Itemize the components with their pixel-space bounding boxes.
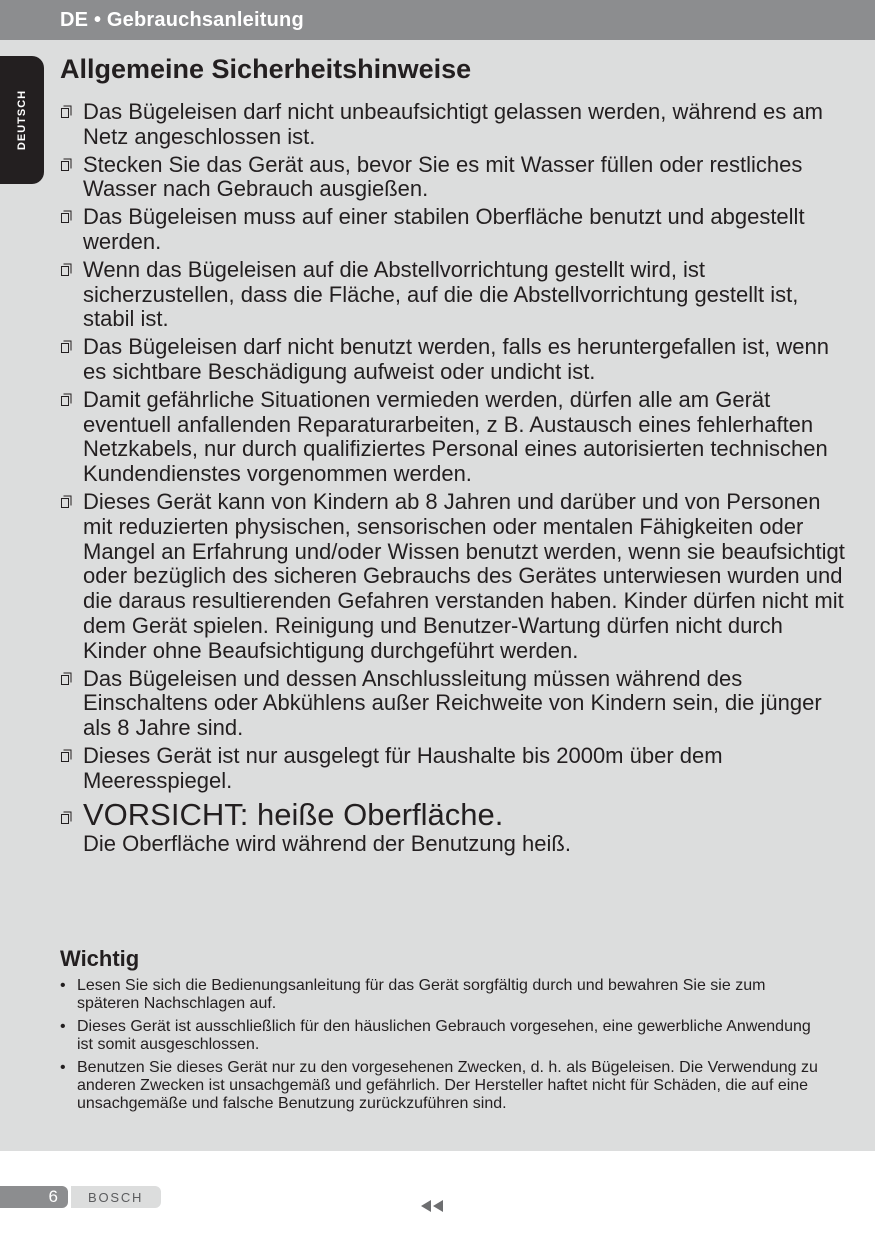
language-tab-label: DEUTSCH (16, 89, 28, 151)
language-tab (0, 56, 44, 184)
safety-list (60, 100, 850, 859)
caution-item (60, 798, 850, 856)
important-list (60, 977, 820, 1118)
safety-item: Dieses Gerät ist nur ausgelegt für Haushalte bis 2000m über dem Meeresspiegel. (60, 744, 850, 794)
safety-item: Dieses Gerät kann von Kindern ab 8 Jahren und darüber und von Personen mit reduzierten physischen, sensorischen oder mentalen Fähigkeiten oder Mangel an Erfahrung und/oder Wissen benutzt werden, wenn sie beaufsichtigt oder bezüglich des sicheren Gebrauchs des Gerätes unterwiesen wurden und die daraus resultierenden Gefahren verstanden haben. Kinder dürfen nicht mit dem Gerät spielen. Reinigung und Benutzer-Wartung dürfen nicht durch Kinder ohne Beaufsichtigung durchgeführt werden. (60, 490, 850, 664)
safety-item: Wenn das Bügeleisen auf die Abstellvorrichtung gestellt wird, ist sicherzustellen, dass die Fläche, auf die die Abstellvorrichtung gestellt ist, stabil ist. (60, 258, 850, 332)
page-number-badge (0, 1186, 68, 1208)
safety-item: Das Bügeleisen muss auf einer stabilen Oberfläche benutzt und abgestellt werden. (60, 205, 850, 255)
safety-item: Damit gefährliche Situationen vermieden werden, dürfen alle am Gerät eventuell anfallenden Reparaturarbeiten, z B. Austausch eines fehlerhaften Netzkabels, nur durch qualifiziertes Personal eines autorisierten technischen Kundendienstes vorgenommen werden. (60, 388, 850, 487)
caution-text: Die Oberfläche wird während der Benutzung heiß. (83, 830, 571, 856)
important-heading: Wichtig (60, 946, 140, 971)
safety-heading: Allgemeine Sicherheitshinweise (60, 54, 472, 84)
top-header-bar (0, 0, 875, 40)
safety-item: Das Bügeleisen und dessen Anschlussleitung müssen während des Einschaltens oder Abkühlens außer Reichweite von Kindern sein, die jünger als 8 Jahre sind. (60, 667, 850, 741)
important-item: • Lesen Sie sich die Bedienungsanleitung für das Gerät sorgfältig durch und bewahren Sie sie zum späteren Nachschlagen auf. (60, 977, 820, 1013)
section-title: DE • Gebrauchsanleitung (60, 9, 304, 31)
important-item: • Benutzen Sie dieses Gerät nur zu den vorgesehenen Zwecken, d. h. als Bügeleisen. Die Verwendung zu anderen Zwecken ist unsachgemäß und gefährlich. Der Hersteller haftet nicht für Schäden, die auf eine unsachgemäße und falsche Benutzung zurückzuführen sind. (60, 1059, 820, 1113)
safety-item: Das Bügeleisen darf nicht unbeaufsichtigt gelassen werden, während es am Netz angeschlossen ist. (60, 100, 850, 150)
safety-item: Stecken Sie das Gerät aus, bevor Sie es mit Wasser füllen oder restliches Wasser nach Gebrauch ausgießen. (60, 153, 850, 203)
page-number: 6 (48, 1187, 58, 1206)
double-left-arrow-icon[interactable] (421, 1199, 451, 1213)
brand-label: BOSCH (88, 1190, 144, 1205)
caution-title: VORSICHT: heiße Oberfläche. (83, 796, 504, 832)
safety-item: Das Bügeleisen darf nicht benutzt werden, falls es heruntergefallen ist, wenn es sichtbare Beschädigung aufweist oder undicht ist. (60, 335, 850, 385)
brand-badge (71, 1186, 161, 1208)
important-item: • Dieses Gerät ist ausschließlich für den häuslichen Gebrauch vorgesehen, eine gewerbliche Anwendung ist somit ausgeschlossen. (60, 1018, 820, 1054)
